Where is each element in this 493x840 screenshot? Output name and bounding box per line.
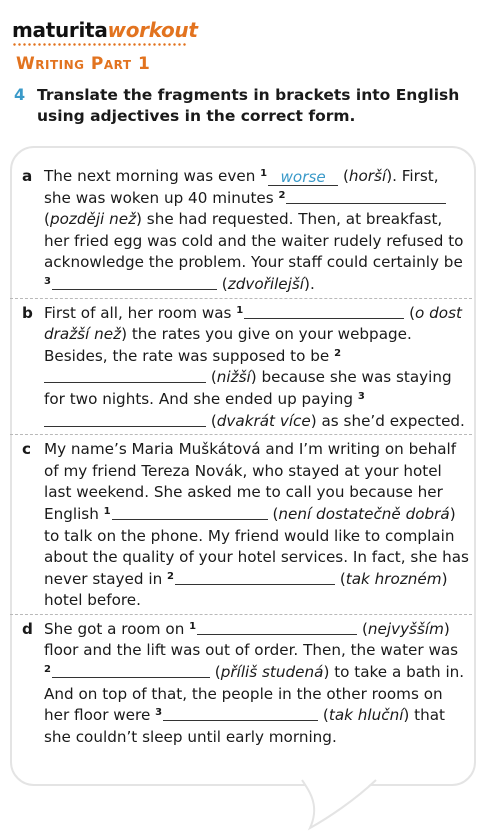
item-text: She got a room on $^1$ (nejvyšším) floor and the lift was out of order. Then, the water was $^2$ (příliš studená) to take a bath in. And on top of that, the people in the other rooms on her floor were $^3$ (tak hluční) that she couldn’t sleep until early morning. bbox=[44, 619, 465, 746]
answer-blank[interactable] bbox=[112, 504, 268, 520]
answer-blank[interactable] bbox=[44, 411, 206, 427]
brand-maturita: maturita bbox=[12, 18, 108, 42]
speech-bubble-tail bbox=[300, 778, 390, 838]
item-c bbox=[22, 439, 470, 612]
item-letter: b bbox=[22, 303, 33, 322]
dotted-divider bbox=[12, 43, 188, 46]
item-text: The next morning was even $^1$ worse (horší). First, she was woken up 40 minutes $^2$ (později než) she had requested. Then, at breakfast, her fried egg was cold and the waiter rudely refused to acknowledge the problem. Your staff could certainly be $^3$ (zdvořilejší). bbox=[44, 167, 464, 293]
section-title: Writing Part 1 bbox=[16, 54, 151, 74]
item-a bbox=[22, 166, 470, 296]
item-text: First of all, her room was $^1$ (o dost dražší než) the rates you give on your webpage. Besides, the rate was supposed to be $^2$ (nižší) because she was staying for two nights. And she ended up paying $^3$ (dvakrát více) as she’d expected. bbox=[44, 303, 465, 430]
brand-logo bbox=[12, 18, 198, 42]
answer-blank[interactable] bbox=[197, 619, 357, 635]
answer-blank[interactable] bbox=[52, 274, 217, 290]
exercise-items bbox=[22, 166, 470, 748]
item-letter: d bbox=[22, 619, 33, 638]
task-number: 4 bbox=[14, 85, 26, 104]
answer-blank[interactable] bbox=[175, 569, 335, 585]
item-b bbox=[22, 303, 470, 433]
task-instruction: Translate the fragments in brackets into English using adjectives in the correct form. bbox=[37, 86, 460, 125]
item-letter: a bbox=[22, 167, 33, 185]
brand-workout: workout bbox=[107, 18, 198, 42]
answer-blank[interactable]: worse bbox=[268, 170, 338, 186]
answer-blank[interactable] bbox=[286, 188, 446, 204]
item-text: My name’s Maria Muškátová and I’m writing on behalf of my friend Tereza Novák, who stayed at your hotel last weekend. She asked me to call you because her English $^1$ (není dostatečně dobrá) to talk on the phone. My friend would like to complain about the quality of your hotel services. In fact, she has never stayed in $^2$ (tak hrozném) hotel before. bbox=[44, 440, 469, 610]
item-letter: c bbox=[22, 440, 32, 459]
answer-blank[interactable] bbox=[52, 662, 210, 678]
answer-blank[interactable] bbox=[44, 367, 206, 383]
answer-blank[interactable] bbox=[163, 705, 318, 721]
item-d bbox=[22, 619, 470, 749]
answer-blank[interactable] bbox=[244, 303, 404, 319]
